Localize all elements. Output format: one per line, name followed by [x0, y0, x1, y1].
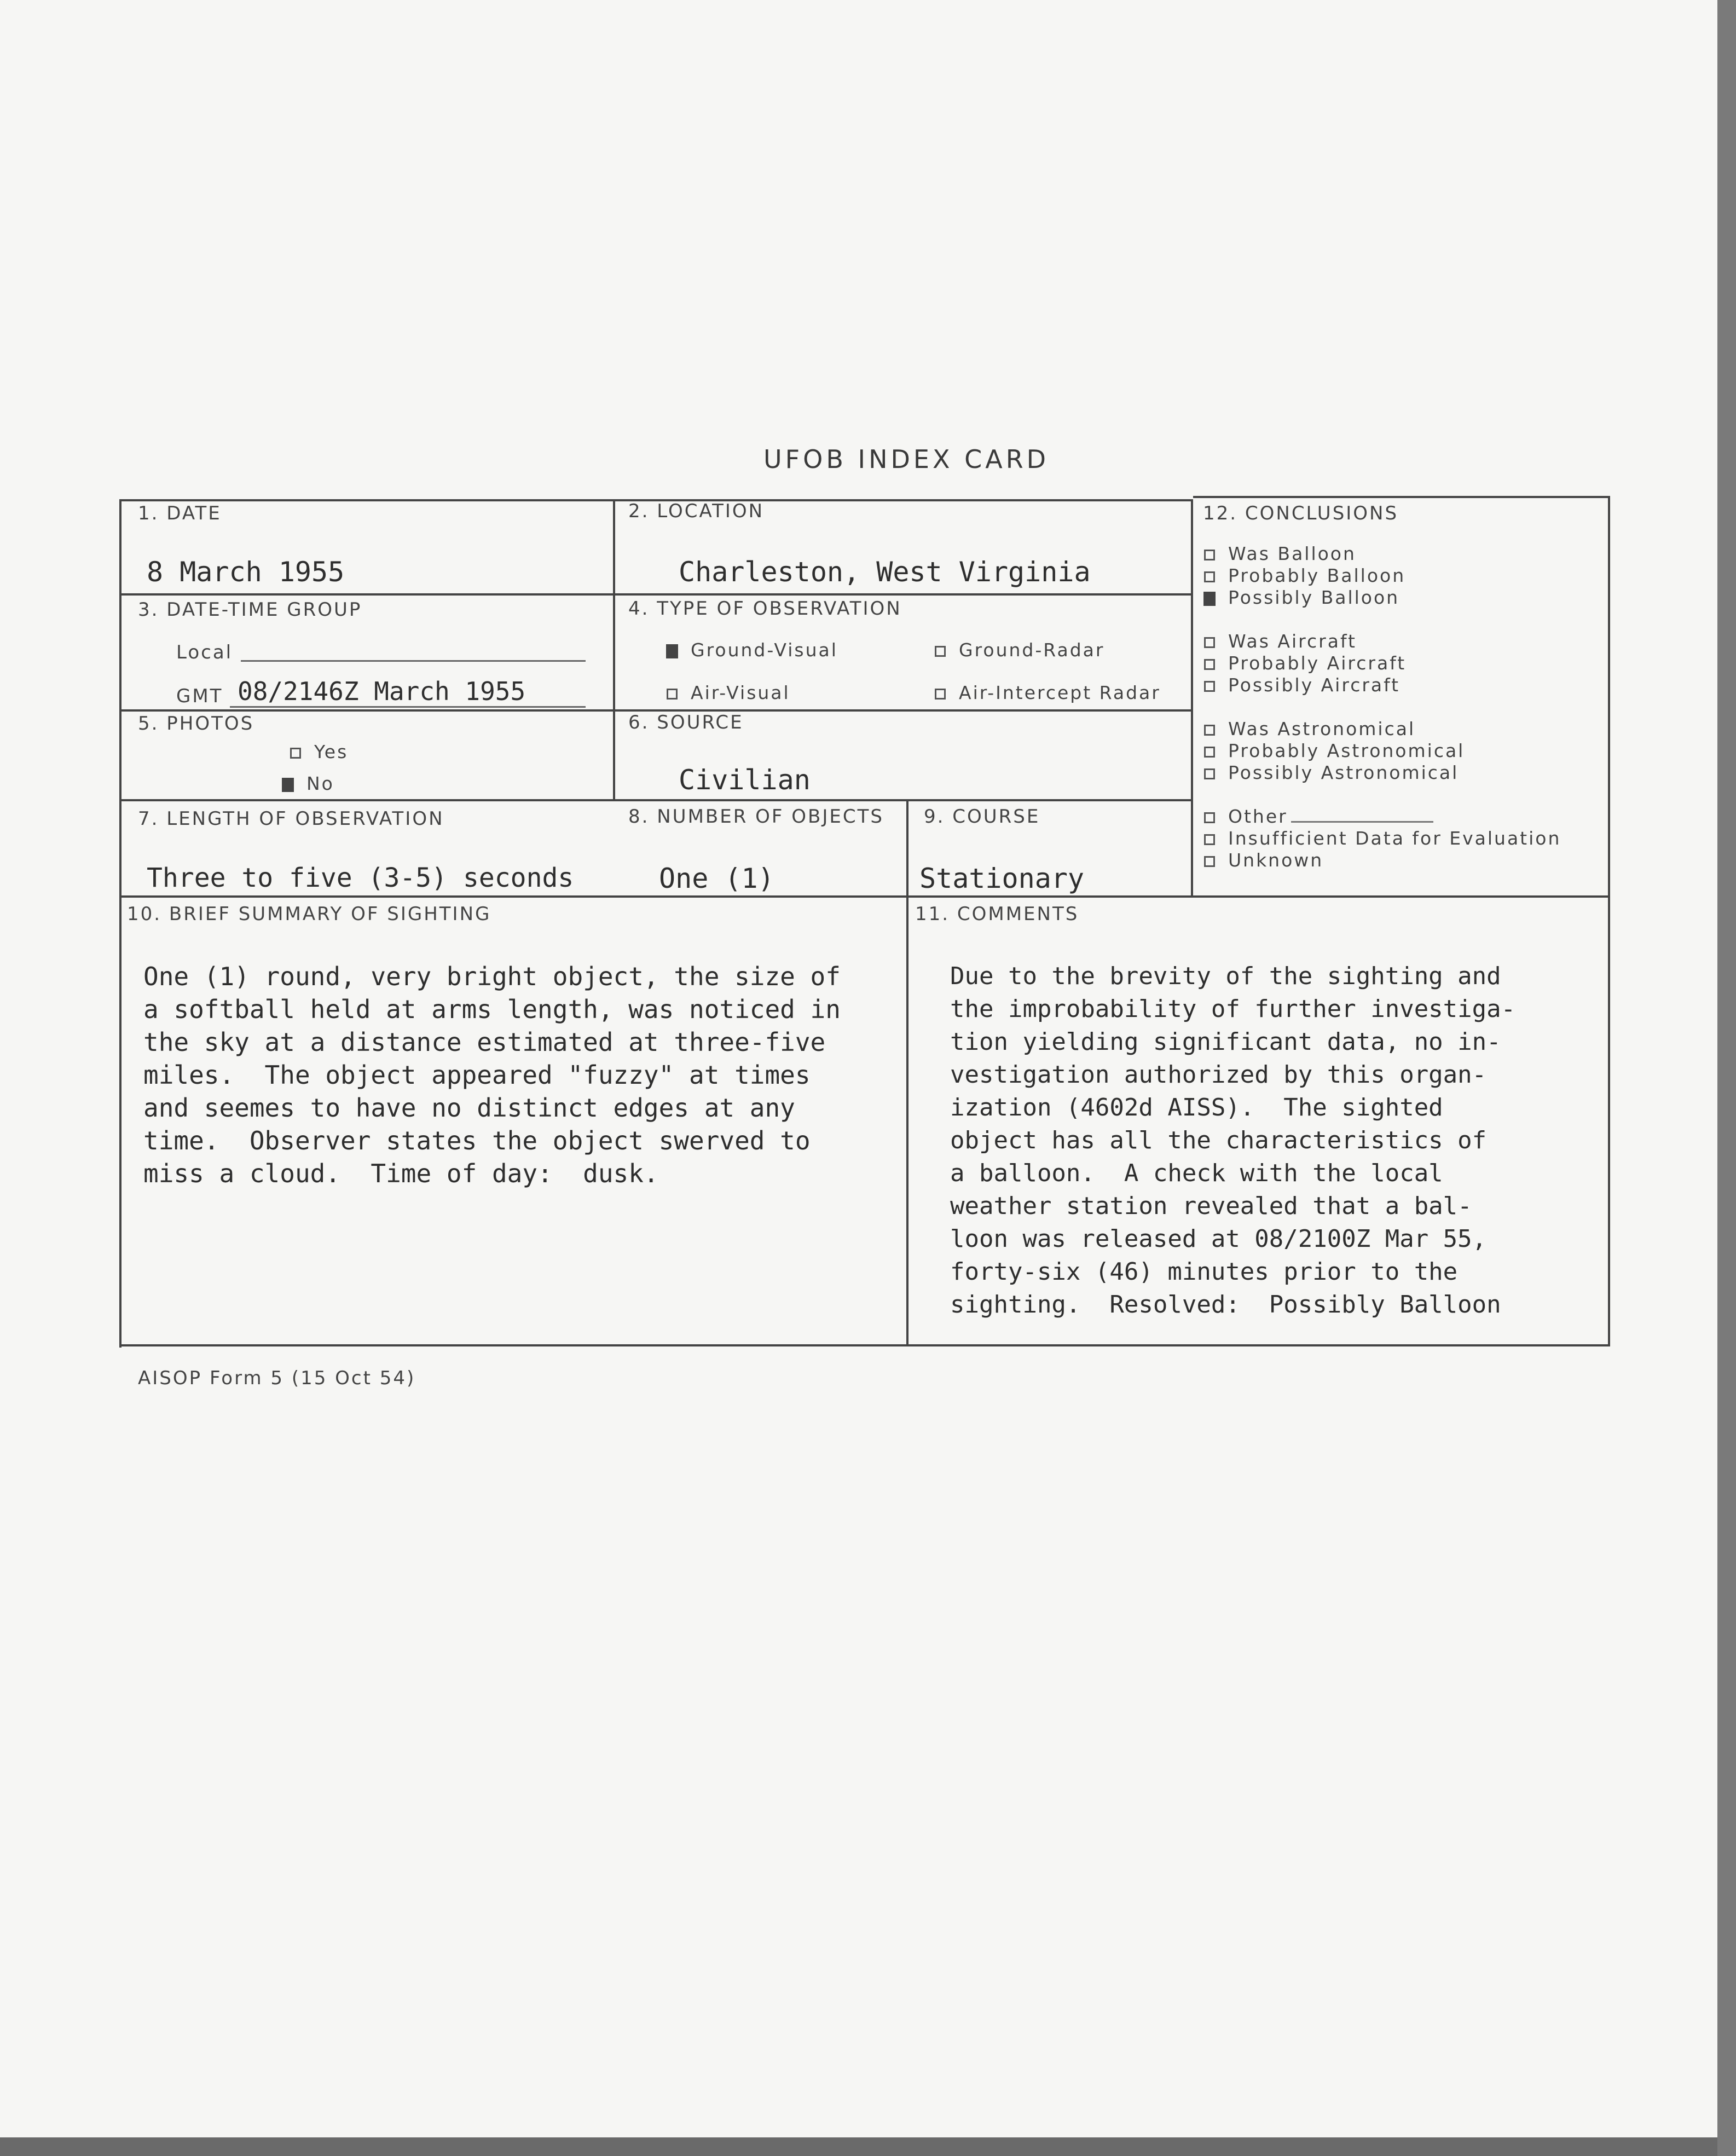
conclusion-unknown: Unknown [1204, 849, 1561, 871]
location-label: 2. LOCATION [628, 500, 765, 522]
observation-ground-visual: Ground-Visual [667, 639, 838, 661]
conclusions-group-astronomical [1204, 718, 1465, 784]
photos-no: No [282, 773, 334, 794]
local-line [241, 660, 586, 662]
course-value: Stationary [919, 863, 1085, 894]
number-value: One (1) [659, 863, 774, 894]
conclusion-possibly-aircraft: Possibly Aircraft [1204, 674, 1406, 696]
checkbox-icon [935, 689, 946, 700]
date-label: 1. DATE [138, 502, 222, 524]
checkbox-icon [1204, 768, 1215, 779]
checkbox-icon [667, 646, 678, 657]
checkbox-icon [935, 646, 946, 657]
conclusion-possibly-astronomical: Possibly Astronomical [1204, 762, 1465, 784]
photos-label: 5. PHOTOS [138, 713, 254, 735]
length-label: 7. LENGTH OF OBSERVATION [138, 808, 444, 830]
conclusion-insufficient-data: Insufficient Data for Evaluation [1204, 828, 1561, 849]
form-id: AISOP Form 5 (15 Oct 54) [138, 1367, 416, 1389]
datetime-group-label: 3. DATE-TIME GROUP [138, 599, 362, 621]
scan-right-edge [1717, 0, 1736, 2156]
local-label: Local [176, 641, 233, 663]
comments-label: 11. COMMENTS [915, 903, 1079, 925]
course-label: 9. COURSE [924, 806, 1040, 828]
conclusions-group-aircraft [1204, 631, 1406, 696]
checkbox-icon [1204, 659, 1215, 670]
conclusion-probably-astronomical: Probably Astronomical [1204, 740, 1465, 762]
conclusion-was-astronomical: Was Astronomical [1204, 718, 1465, 740]
number-label: 8. NUMBER OF OBJECTS [628, 806, 884, 828]
length-value: Three to five (3-5) seconds [147, 863, 574, 893]
gmt-value: 08/2146Z March 1955 [238, 677, 526, 706]
photos-yes: Yes [290, 741, 348, 762]
observation-ground-radar: Ground-Radar [935, 639, 1104, 661]
conclusion-was-balloon: Was Balloon [1204, 543, 1405, 565]
checkbox-icon [1204, 681, 1215, 692]
observation-air-intercept-radar: Air-Intercept Radar [935, 682, 1161, 703]
location-value: Charleston, West Virginia [679, 556, 1091, 588]
checkbox-icon [1204, 571, 1215, 582]
checkbox-icon [290, 748, 301, 759]
card-title: UFOB INDEX CARD [763, 444, 1050, 474]
checkbox-icon [282, 779, 293, 790]
summary-label: 10. BRIEF SUMMARY OF SIGHTING [127, 903, 491, 925]
gmt-line [230, 706, 586, 708]
conclusion-possibly-balloon: Possibly Balloon [1204, 587, 1405, 609]
conclusion-was-aircraft: Was Aircraft [1204, 631, 1406, 652]
checkbox-icon [1204, 637, 1215, 648]
checkbox-icon [667, 689, 678, 700]
observation-type-label: 4. TYPE OF OBSERVATION [628, 598, 902, 620]
source-label: 6. SOURCE [628, 712, 744, 733]
checkbox-icon [1204, 834, 1215, 845]
conclusions-group-other [1204, 806, 1561, 871]
scan-bottom-edge [0, 2137, 1736, 2156]
conclusion-other: Other [1204, 806, 1561, 828]
observation-air-visual: Air-Visual [667, 682, 790, 703]
checkbox-icon [1204, 856, 1215, 867]
source-value: Civilian [679, 764, 811, 796]
checkbox-icon [1204, 550, 1215, 560]
date-value: 8 March 1955 [147, 556, 345, 588]
conclusions-group-balloon [1204, 543, 1405, 609]
checkbox-icon [1204, 812, 1215, 823]
summary-text: One (1) round, very bright object, the size of a softball held at arms length, was noticed in the sky at a distance estimated at three-five miles. The object appeared "fuzzy" at times and seemes to have no distinct edges at any time. Observer states the object swerved to miss a cloud. Time of day: dusk. [143, 962, 841, 1188]
conclusion-probably-aircraft: Probably Aircraft [1204, 652, 1406, 674]
comments-text: Due to the brevity of the sighting and the improbability of further investiga- tion yielding significant data, no in- vestigation authorized by this organ- ization (4602d AISS). The sighted object has all the characteristics of a balloon. A check with the local weather station revealed that a bal- loon was released at 08/2100Z Mar 55, forty-six (46) minutes prior to the sighting. Resolved: Possibly Balloon [950, 962, 1516, 1319]
gmt-label: GMT [176, 685, 223, 707]
checkbox-icon [1204, 593, 1215, 604]
checkbox-icon [1204, 725, 1215, 736]
conclusion-probably-balloon: Probably Balloon [1204, 565, 1405, 587]
checkbox-icon [1204, 747, 1215, 758]
conclusions-label: 12. CONCLUSIONS [1203, 502, 1399, 524]
